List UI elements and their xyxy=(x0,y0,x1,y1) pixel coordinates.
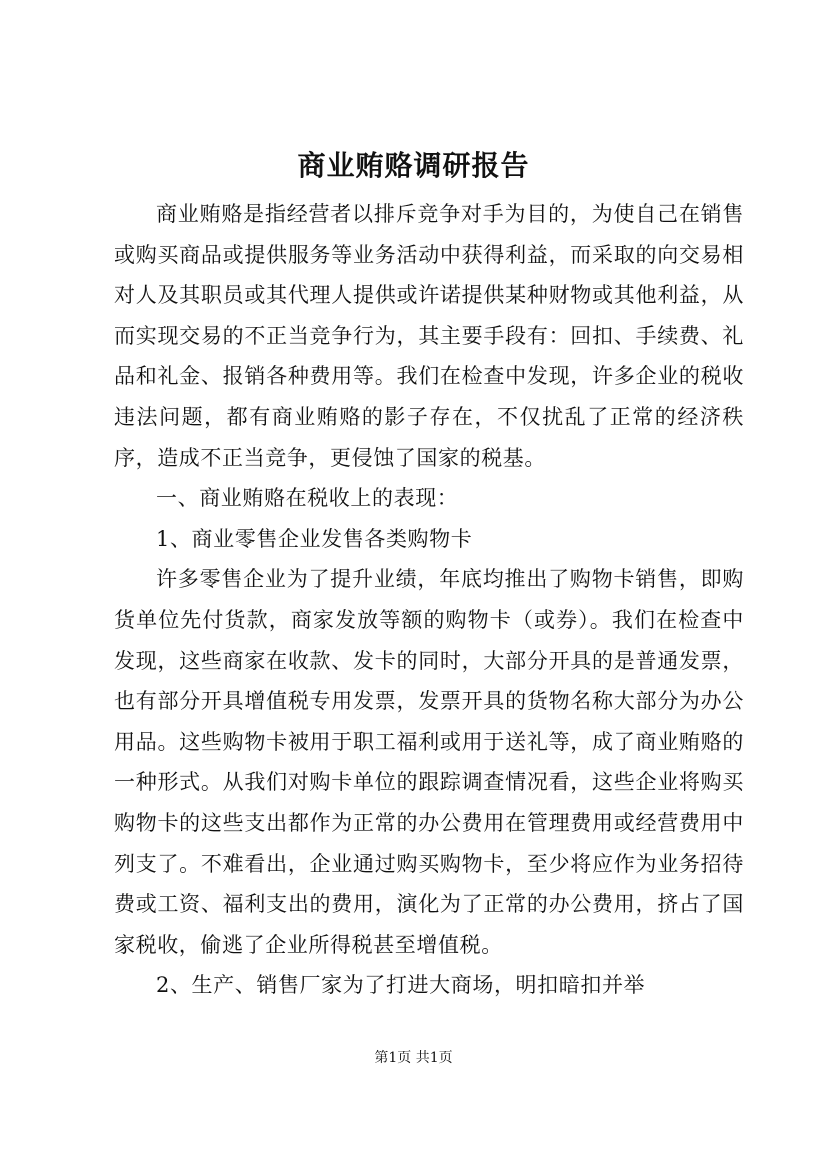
paragraph-shopping-cards: 许多零售企业为了提升业绩，年底均推出了购物卡销售，即购货单位先付货款，商家发放等额的购物卡（或券）。我们在检查中发现，这些商家在收款、发卡的同时，大部分开具的是普通发票，也有部分开具增值税专用发票，发票开具的货物名称大部分为办公用品。这些购物卡被用于职工福利或用于送礼等，成了商业贿赂的一种形式。从我们对购卡单位的跟踪调查情况看，这些企业将购买购物卡的这些支出都作为正常的办公费用在管理费用或经营费用中列支了。不难看出，企业通过购买购物卡，至少将应作为业务招待费或工资、福利支出的费用，演化为了正常的办公费用，挤占了国家税收，偷逃了企业所得税甚至增值税。 xyxy=(114,567,744,957)
subsection-heading-1: 1、商业零售企业发售各类购物卡 xyxy=(156,526,473,551)
document-body xyxy=(114,194,744,1006)
subsection-heading-2: 2、生产、销售厂家为了打进大商场，明扣暗扣并举 xyxy=(156,973,646,998)
paragraph-intro: 商业贿赂是指经营者以排斥竞争对手为目的，为使自己在销售或购买商品或提供服务等业务活动中获得利益，而采取的向交易相对人及其职员或其代理人提供或许诺提供某种财物或其他利益，从而实现交易的不正当竞争行为，其主要手段有：回扣、手续费、礼品和礼金、报销各种费用等。我们在检查中发现，许多企业的税收违法问题，都有商业贿赂的影子存在，不仅扰乱了正常的经济秩序，造成不正当竞争，更侵蚀了国家的税基。 xyxy=(114,202,744,470)
document-title: 商业贿赂调研报告 xyxy=(297,149,530,182)
section-heading-1: 一、商业贿赂在税收上的表现： xyxy=(156,486,459,511)
page-footer: 第1页 共1页 xyxy=(374,1050,453,1066)
